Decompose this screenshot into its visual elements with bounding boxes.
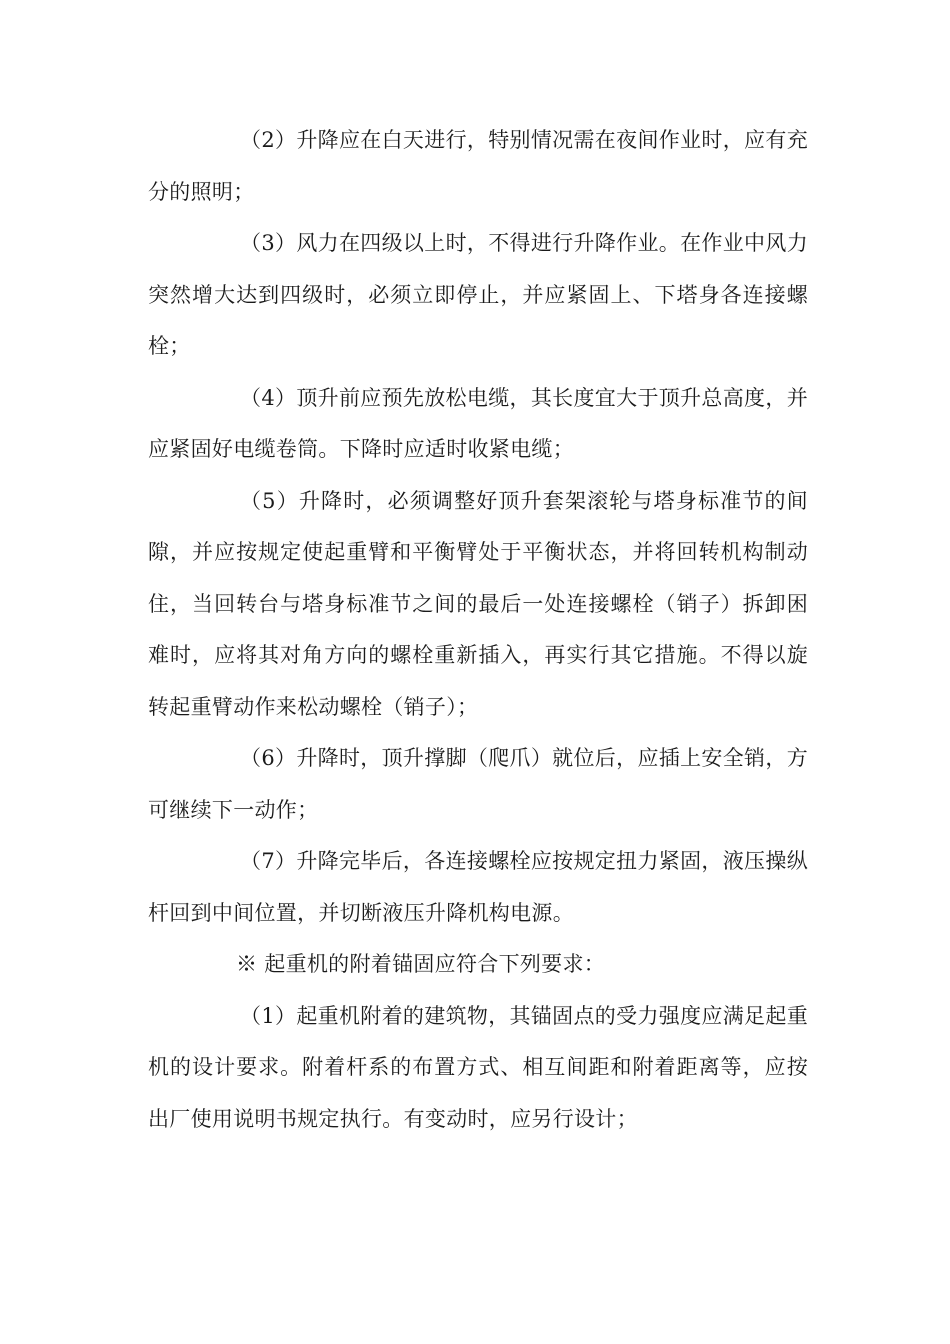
paragraph-item-2: （2）升降应在白天进行，特别情况需在夜间作业时，应有充分的照明； bbox=[148, 128, 808, 204]
section-heading-anchoring: ※ 起重机的附着锚固应符合下列要求： bbox=[236, 952, 606, 976]
paragraph-item-anchoring-1: （1）起重机附着的建筑物，其锚固点的受力强度应满足起重机的设计要求。附着杆系的布置方式、相互间距和附着距离等，应按出厂使用说明书规定执行。有变动时，应另行设计； bbox=[148, 1003, 808, 1131]
paragraph-item-3: （3）风力在四级以上时，不得进行升降作业。在作业中风力突然增大达到四级时，必须立即停止，并应紧固上、下塔身各连接螺栓； bbox=[148, 231, 808, 358]
paragraph-item-6: （6）升降时，顶升撑脚（爬爪）就位后，应插上安全销，方可继续下一动作； bbox=[148, 746, 808, 822]
paragraph-item-4: （4）顶升前应预先放松电缆，其长度宜大于顶升总高度，并应紧固好电缆卷筒。下降时应适时收紧电缆； bbox=[148, 385, 808, 461]
paragraph-item-7: （7）升降完毕后，各连接螺栓应按规定扭力紧固，液压操纵杆回到中间位置，并切断液压升降机构电源。 bbox=[148, 849, 808, 925]
paragraph-item-5: （5）升降时，必须调整好顶升套架滚轮与塔身标准节的间隙，并应按规定使起重臂和平衡臂处于平衡状态，并将回转机构制动住，当回转台与塔身标准节之间的最后一处连接螺栓（销子）拆卸困难时，应将其对角方向的螺栓重新插入，再实行其它措施。不得以旋转起重臂动作来松动螺栓（销子）； bbox=[148, 488, 808, 719]
document-body bbox=[148, 115, 808, 1145]
